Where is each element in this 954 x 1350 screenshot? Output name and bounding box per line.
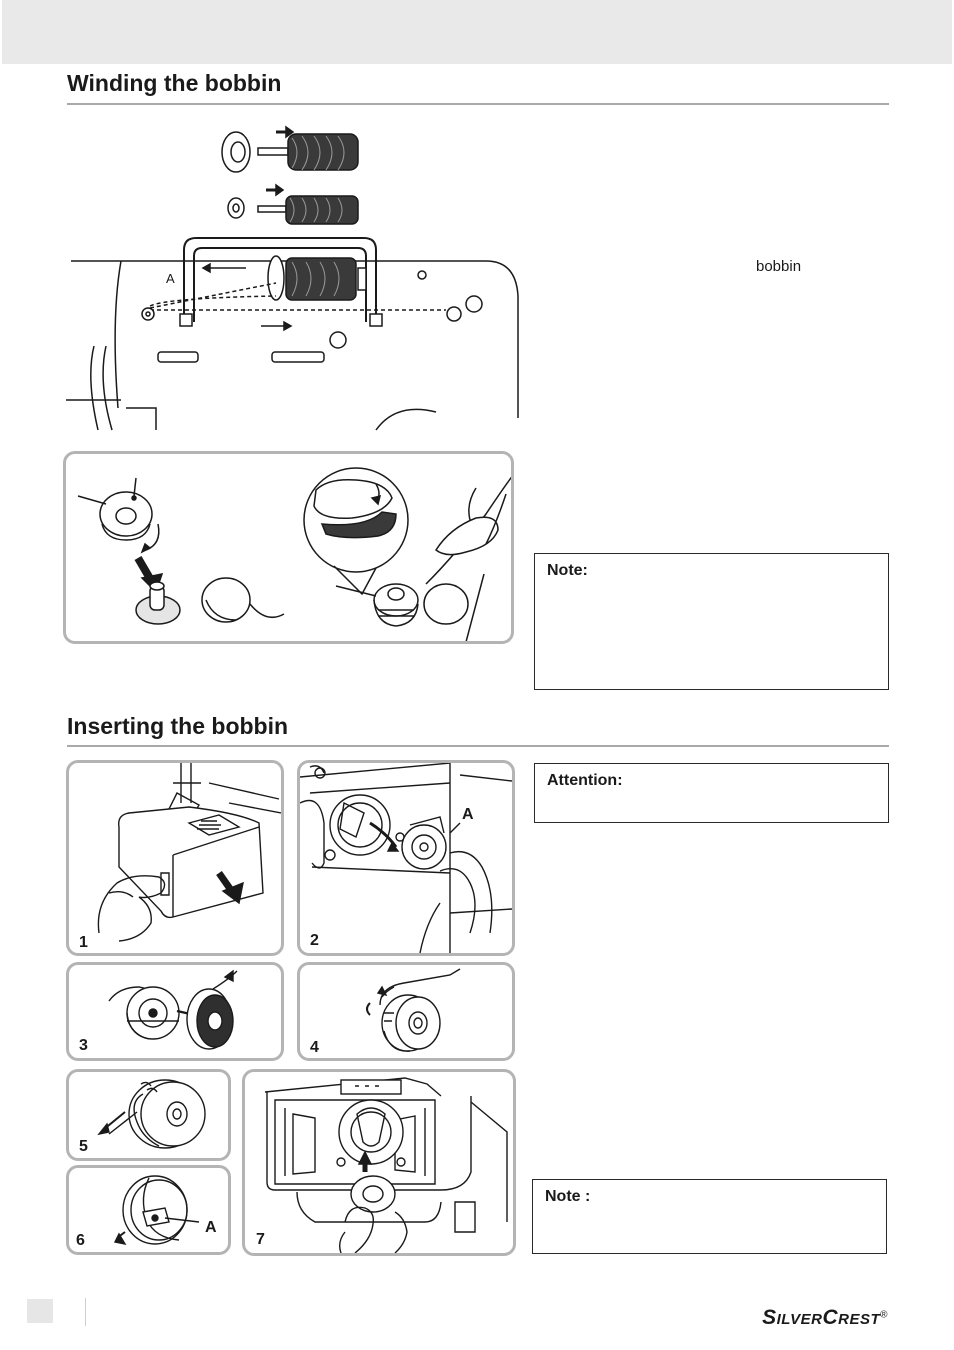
- step-2-panel: [297, 760, 515, 956]
- step-5-panel: [66, 1069, 231, 1161]
- note-label: Note:: [547, 562, 588, 579]
- section-title-inserting: Inserting the bobbin: [67, 713, 289, 739]
- label-a: A: [205, 1219, 217, 1236]
- page-number-marker: [27, 1299, 53, 1323]
- step-number: 5: [79, 1138, 88, 1155]
- section-rule: [67, 103, 889, 105]
- header-band: [2, 0, 952, 64]
- note-box: [534, 553, 889, 690]
- footer-divider: [85, 1298, 86, 1326]
- side-text-bobbin: bobbin: [756, 258, 802, 275]
- step-number: 1: [79, 934, 88, 951]
- section-rule: [67, 745, 889, 747]
- winding-machine-illustration: [66, 118, 526, 436]
- note-box-2: [532, 1179, 887, 1254]
- step-number: 3: [79, 1037, 88, 1054]
- step-6-panel: [66, 1165, 231, 1255]
- silvercrest-logo: SILVERCREST®: [762, 1306, 888, 1329]
- step-number: 6: [76, 1232, 85, 1249]
- step-1-panel: [66, 760, 284, 956]
- step-number: 2: [310, 932, 319, 949]
- attention-label: Attention:: [547, 772, 623, 789]
- step-number: 4: [310, 1039, 319, 1056]
- step-number: 7: [256, 1231, 265, 1248]
- label-a: A: [166, 271, 175, 286]
- attention-box: [534, 763, 889, 823]
- label-a: A: [462, 806, 474, 823]
- section-title-winding: Winding the bobbin: [67, 70, 282, 96]
- winding-detail-panel: [63, 451, 514, 644]
- step-7-panel: [242, 1069, 516, 1256]
- step-3-panel: [66, 962, 284, 1061]
- note-label: Note :: [545, 1188, 591, 1205]
- step-4-panel: [297, 962, 515, 1061]
